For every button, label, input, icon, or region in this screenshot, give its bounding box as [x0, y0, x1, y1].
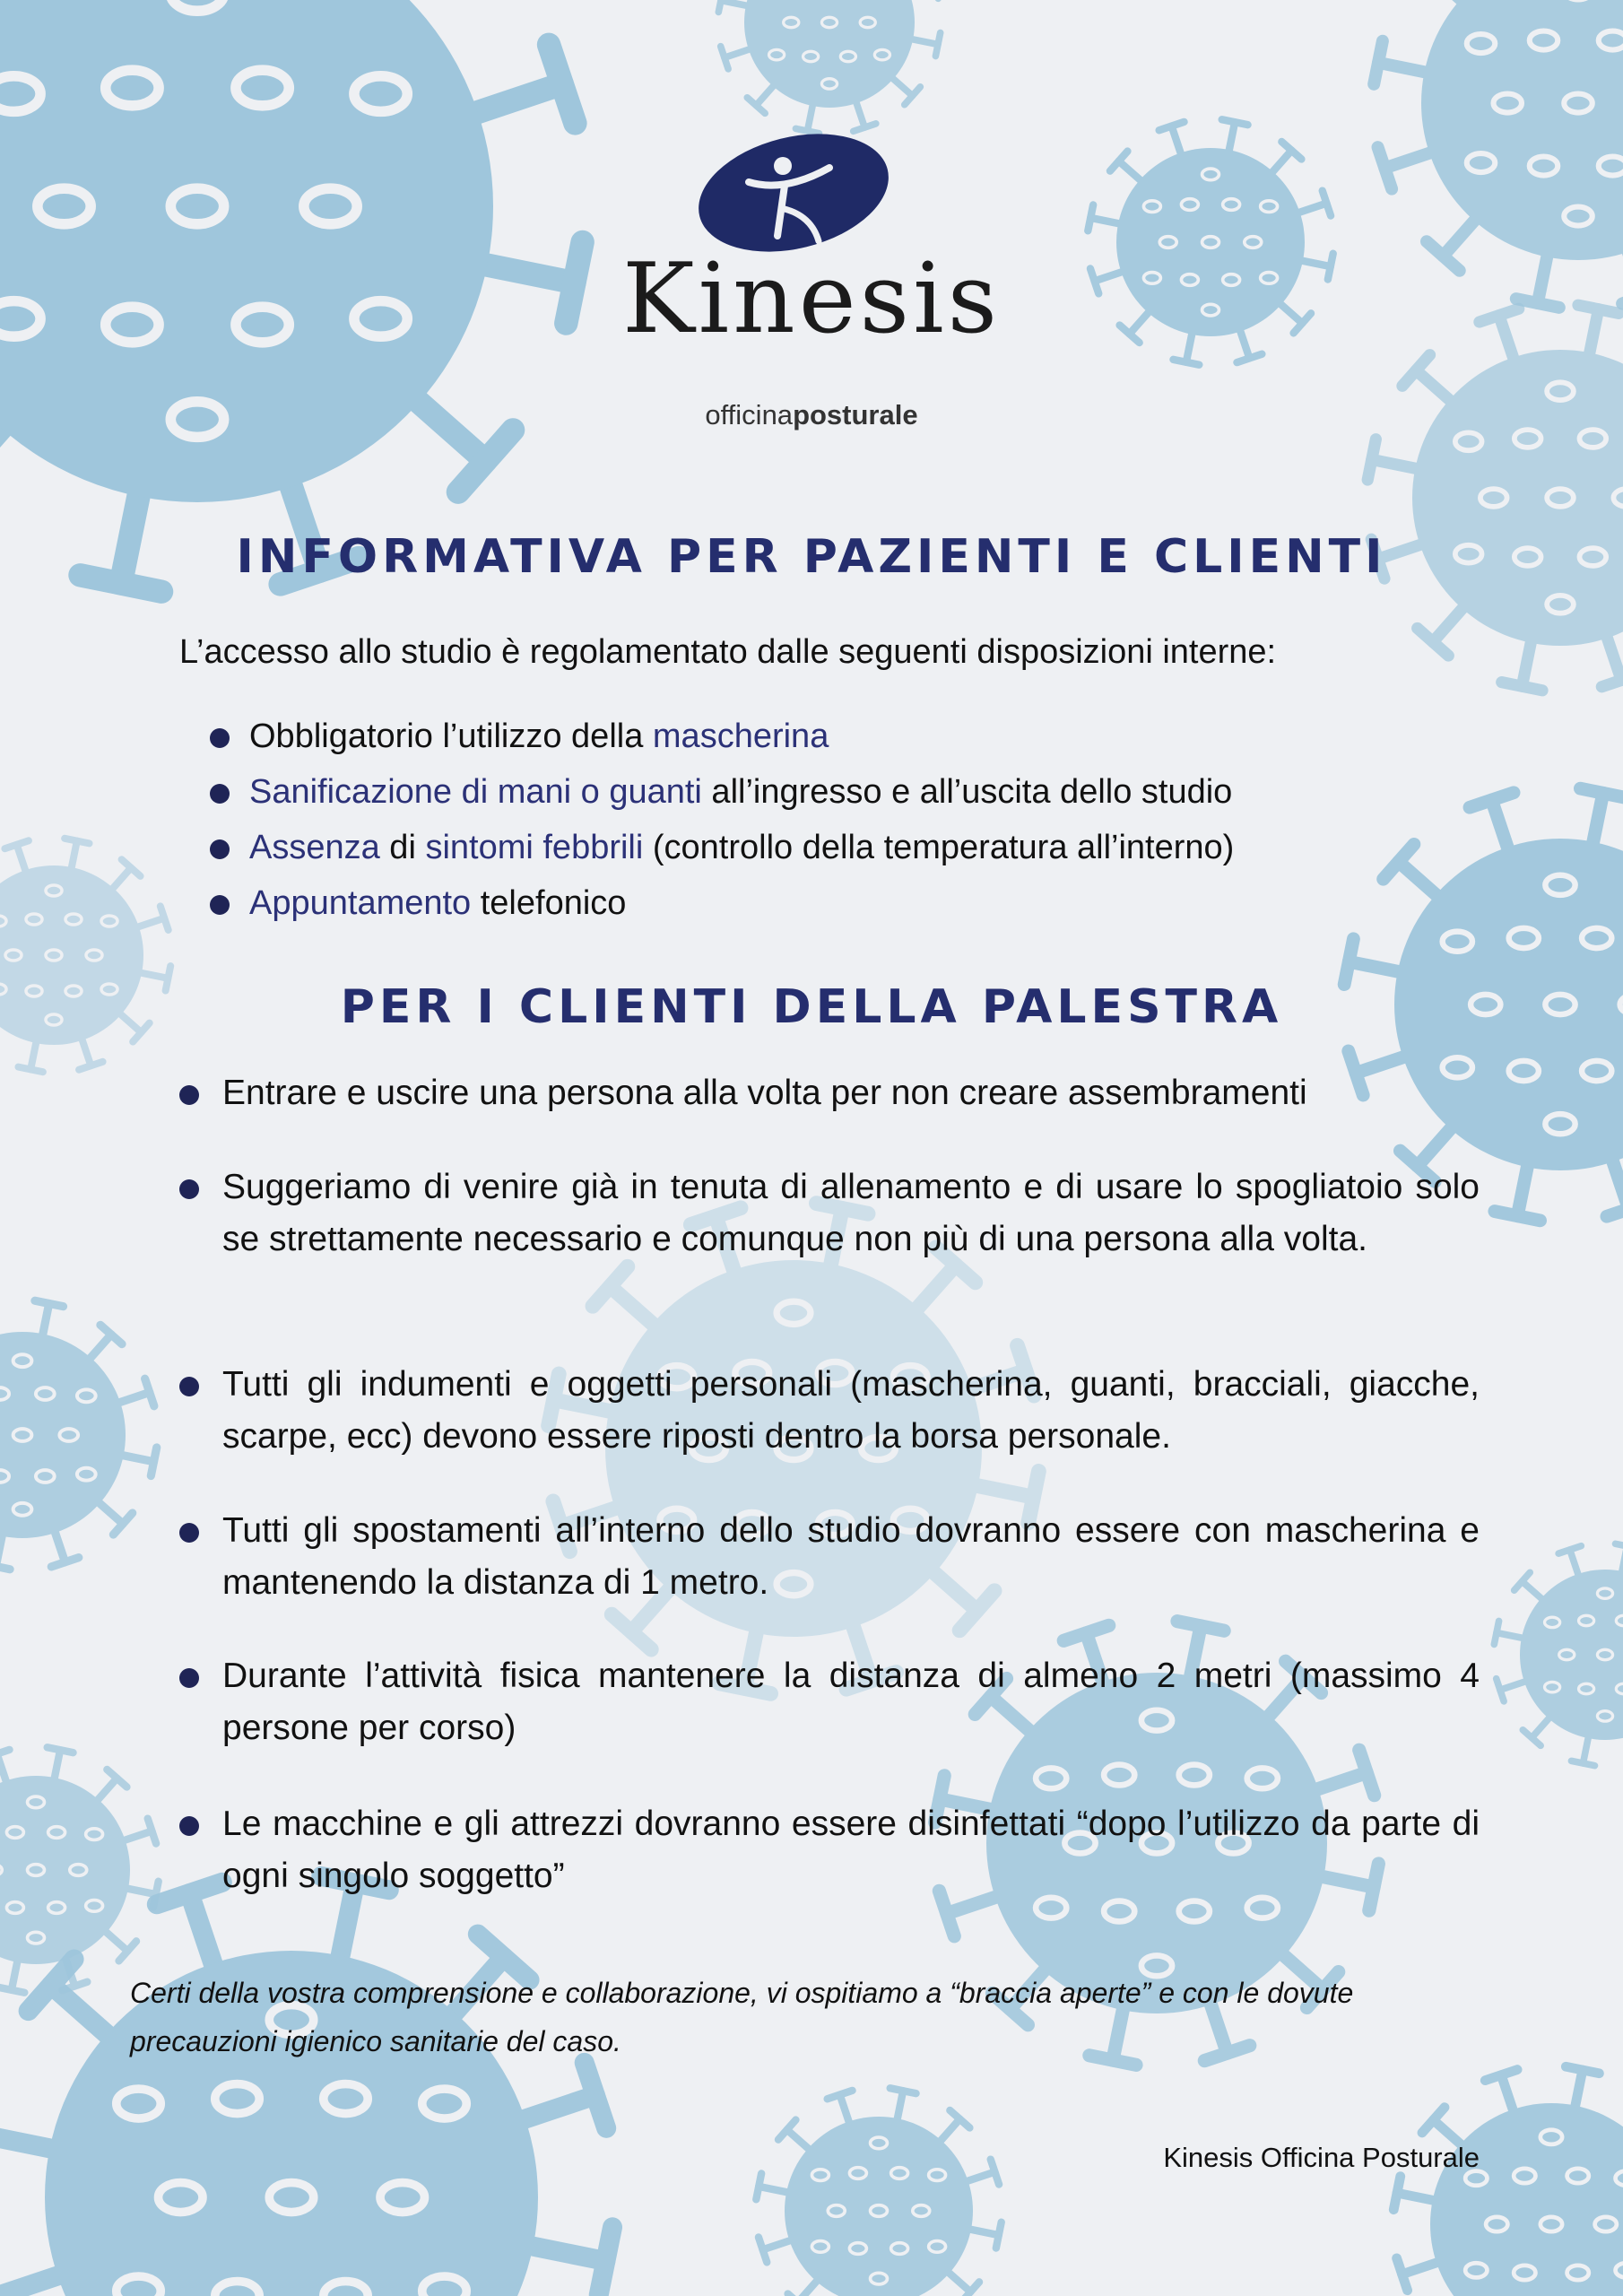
- logo-wordmark: Kinesis: [621, 243, 1002, 355]
- gym-rule: Le macchine e gli attrezzi dovranno essere disinfettati “dopo l’utilizzo da parte di ogni singolo soggetto”: [179, 1798, 1480, 1902]
- bullet-icon: [210, 839, 230, 859]
- signature: Kinesis Officina Posturale: [1163, 2142, 1480, 2173]
- logo-tagline: [0, 401, 1623, 429]
- bullet-icon: [179, 1668, 199, 1688]
- intro-text: L’accesso allo studio è regolamentato dalle seguenti disposizioni interne:: [179, 633, 1277, 671]
- bullet-icon: [179, 1523, 199, 1543]
- list-item: Obbligatorio l’utilizzo della mascherina: [206, 709, 1234, 764]
- bullet-icon: [210, 728, 230, 748]
- section-title-gym: PER I CLIENTI DELLA PALESTRA: [340, 980, 1283, 1034]
- list-item: Sanificazione di mani o guanti all’ingresso e all’uscita dello studio: [206, 764, 1234, 820]
- bullet-icon: [210, 784, 230, 804]
- gym-rule: Tutti gli spostamenti all’interno dello studio dovranno essere con mascherina e mantenendo la distanza di 1 metro.: [179, 1505, 1480, 1609]
- kinesis-logo-icon: [695, 130, 892, 256]
- bullet-icon: [179, 1085, 199, 1105]
- bullet-icon: [179, 1377, 199, 1396]
- logo-tagline-light: officina: [705, 399, 794, 430]
- bullet-icon: [210, 895, 230, 915]
- section-title-patients: INFORMATIVA PER PAZIENTI E CLIENTI: [236, 530, 1387, 584]
- gym-rule: Suggeriamo di venire già in tenuta di allenamento e di usare lo spogliatoio solo se strettamente necessario e comunque non più di una persona alla volta.: [179, 1161, 1480, 1265]
- closing-note: Certi della vostra comprensione e collaborazione, vi ospitiamo a “braccia aperte” e con le dovute precauzioni igienico sanitarie del caso.: [130, 1977, 1354, 2057]
- patient-rules-list: [206, 709, 1234, 931]
- bullet-icon: [179, 1179, 199, 1199]
- bullet-icon: [179, 1816, 199, 1836]
- list-item: Appuntamento telefonico: [206, 875, 1234, 931]
- list-item: Assenza di sintomi febbrili (controllo della temperatura all’interno): [206, 820, 1234, 875]
- gym-rule: Entrare e uscire una persona alla volta per non creare assembramenti: [179, 1067, 1480, 1119]
- logo-tagline-bold: posturale: [793, 399, 918, 430]
- gym-rule: Durante l’attività fisica mantenere la distanza di almeno 2 metri (massimo 4 persone per corso): [179, 1650, 1480, 1754]
- gym-rule: Tutti gli indumenti e oggetti personali (mascherina, guanti, bracciali, giacche, scarpe, ecc) devono essere riposti dentro la borsa personale.: [179, 1359, 1480, 1463]
